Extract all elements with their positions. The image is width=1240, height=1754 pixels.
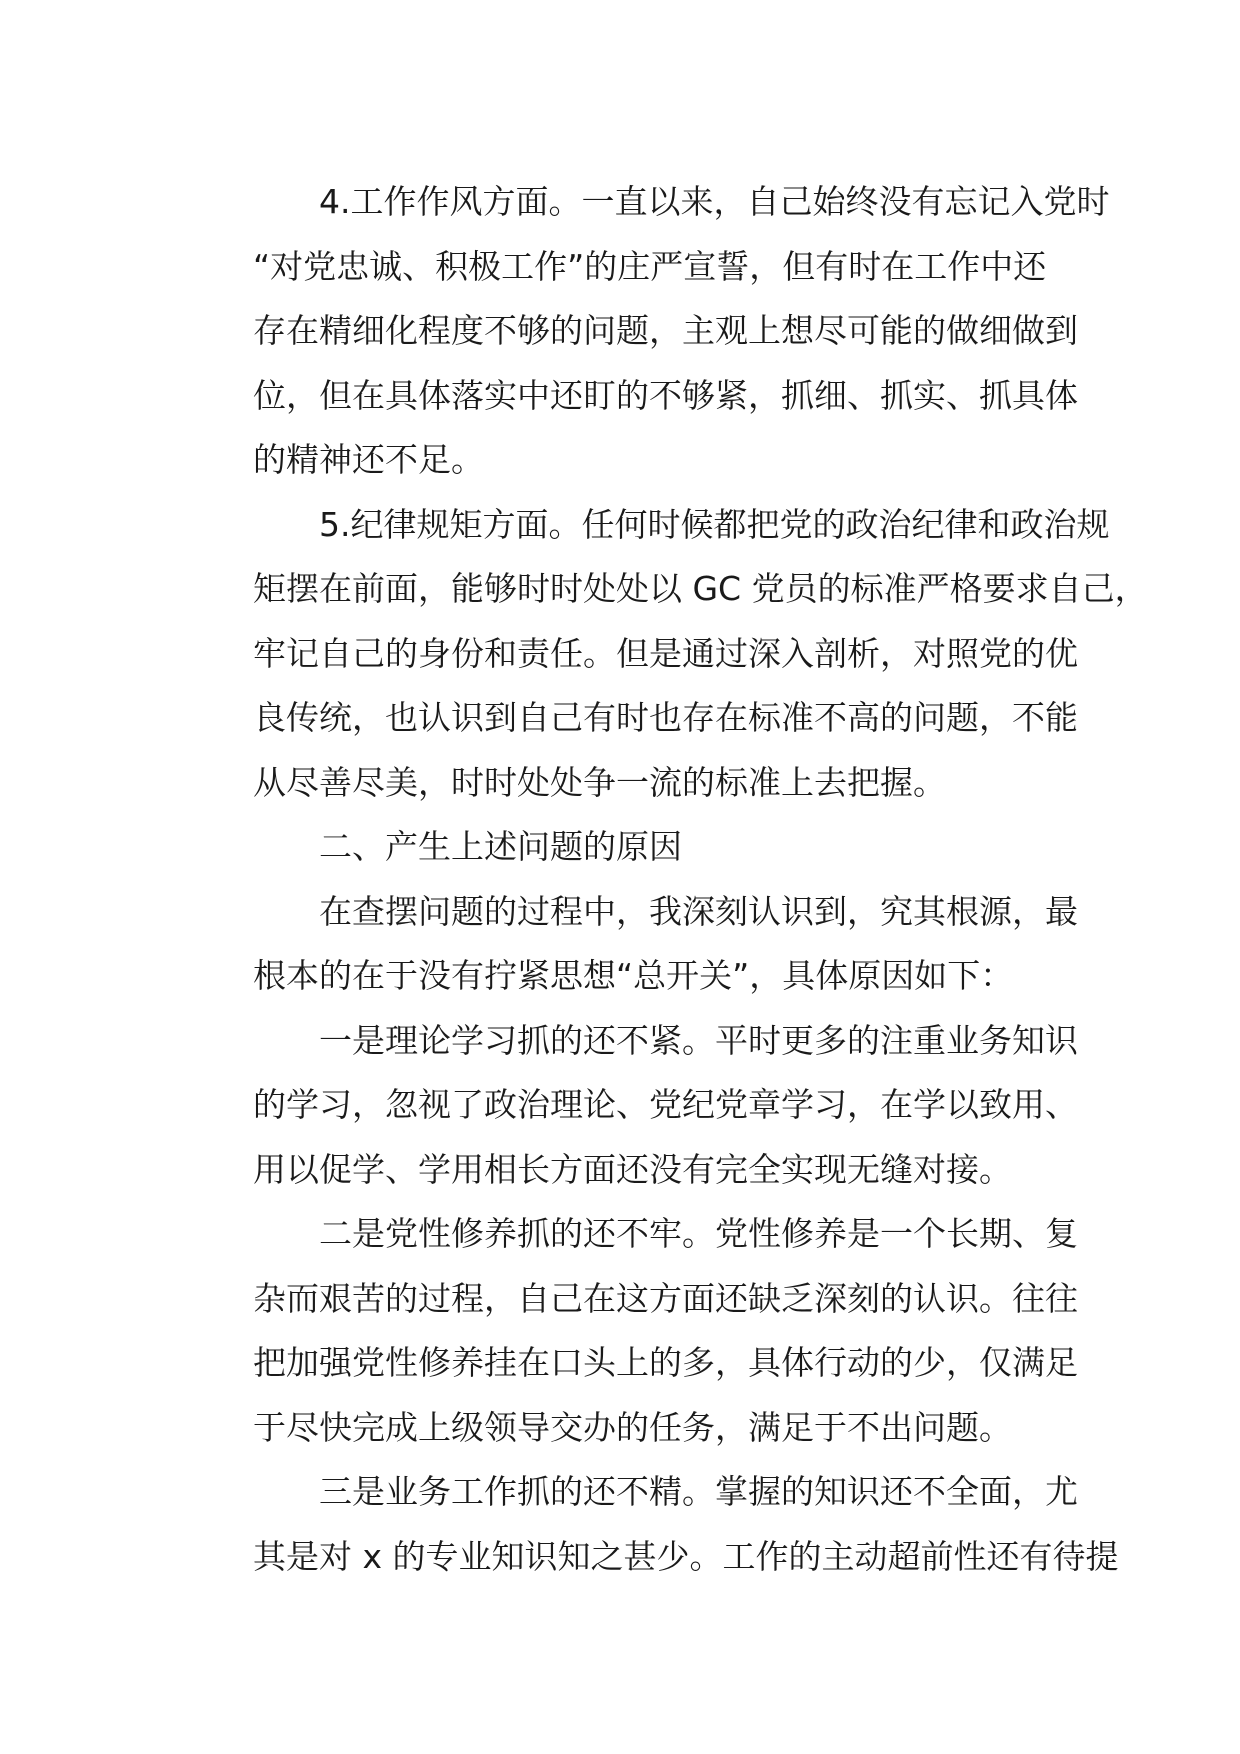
text-line: 其是对 x 的专业知识知之甚少。工作的主动超前性还有待提 — [253, 1536, 1119, 1576]
paragraph-discipline — [187, 493, 1148, 816]
paragraph-business-work — [187, 1460, 1119, 1589]
text-line: 的精神还不足。 — [253, 440, 484, 479]
text-line: 牢记自己的身份和责任。但是通过深入剖析，对照党的优 — [253, 633, 1078, 673]
paragraph-intro — [187, 880, 1078, 1009]
text-line: 一是理论学习抓的还不紧。平时更多的注重业务知识 — [319, 1020, 1078, 1060]
heading-line: 二、产生上述问题的原因 — [319, 827, 682, 866]
text-line: “对党忠诚、积极工作”的庄严宣誓，但有时在工作中还 — [253, 246, 1047, 286]
text-line: 4.工作作风方面。一直以来，自己始终没有忘记入党时 — [319, 182, 1110, 221]
paragraph-party-spirit — [187, 1202, 1078, 1460]
text-line: 用以促学、学用相长方面还没有完全实现无缝对接。 — [253, 1149, 1012, 1189]
text-line: 杂而艰苦的过程，自己在这方面还缺乏深刻的认识。往往 — [253, 1278, 1078, 1318]
section-heading — [187, 815, 1067, 880]
text-line: 良传统，也认识到自己有时也存在标准不高的问题，不能 — [253, 698, 1078, 737]
text-line: 于尽快完成上级领导交办的任务，满足于不出问题。 — [253, 1407, 1012, 1447]
document-body — [187, 170, 1148, 1589]
text-line: 位，但在具体落实中还盯的不够紧，抓细、抓实、抓具体 — [253, 375, 1078, 415]
text-line: 把加强党性修养挂在口头上的多，具体行动的少，仅满足 — [253, 1343, 1078, 1382]
paragraph-work-style — [187, 170, 1110, 493]
text-line: 根本的在于没有拧紧思想“总开关”，具体原因如下： — [253, 956, 1014, 995]
text-line: 存在精细化程度不够的问题，主观上想尽可能的做细做到 — [253, 311, 1078, 350]
text-line: 从尽善尽美，时时处处争一流的标准上去把握。 — [253, 762, 946, 802]
paragraph-theory-study — [187, 1009, 1078, 1203]
text-line: 在查摆问题的过程中，我深刻认识到，究其根源，最 — [319, 891, 1078, 931]
text-line: 矩摆在前面，能够时时处处以 GC 党员的标准严格要求自己， — [253, 569, 1148, 608]
text-line: 的学习，忽视了政治理论、党纪党章学习，在学以致用、 — [253, 1085, 1078, 1124]
text-line: 二是党性修养抓的还不牢。党性修养是一个长期、复 — [319, 1214, 1078, 1253]
text-line: 5.纪律规矩方面。任何时候都把党的政治纪律和政治规 — [319, 504, 1110, 544]
text-line: 三是业务工作抓的还不精。掌握的知识还不全面，尤 — [319, 1472, 1078, 1511]
